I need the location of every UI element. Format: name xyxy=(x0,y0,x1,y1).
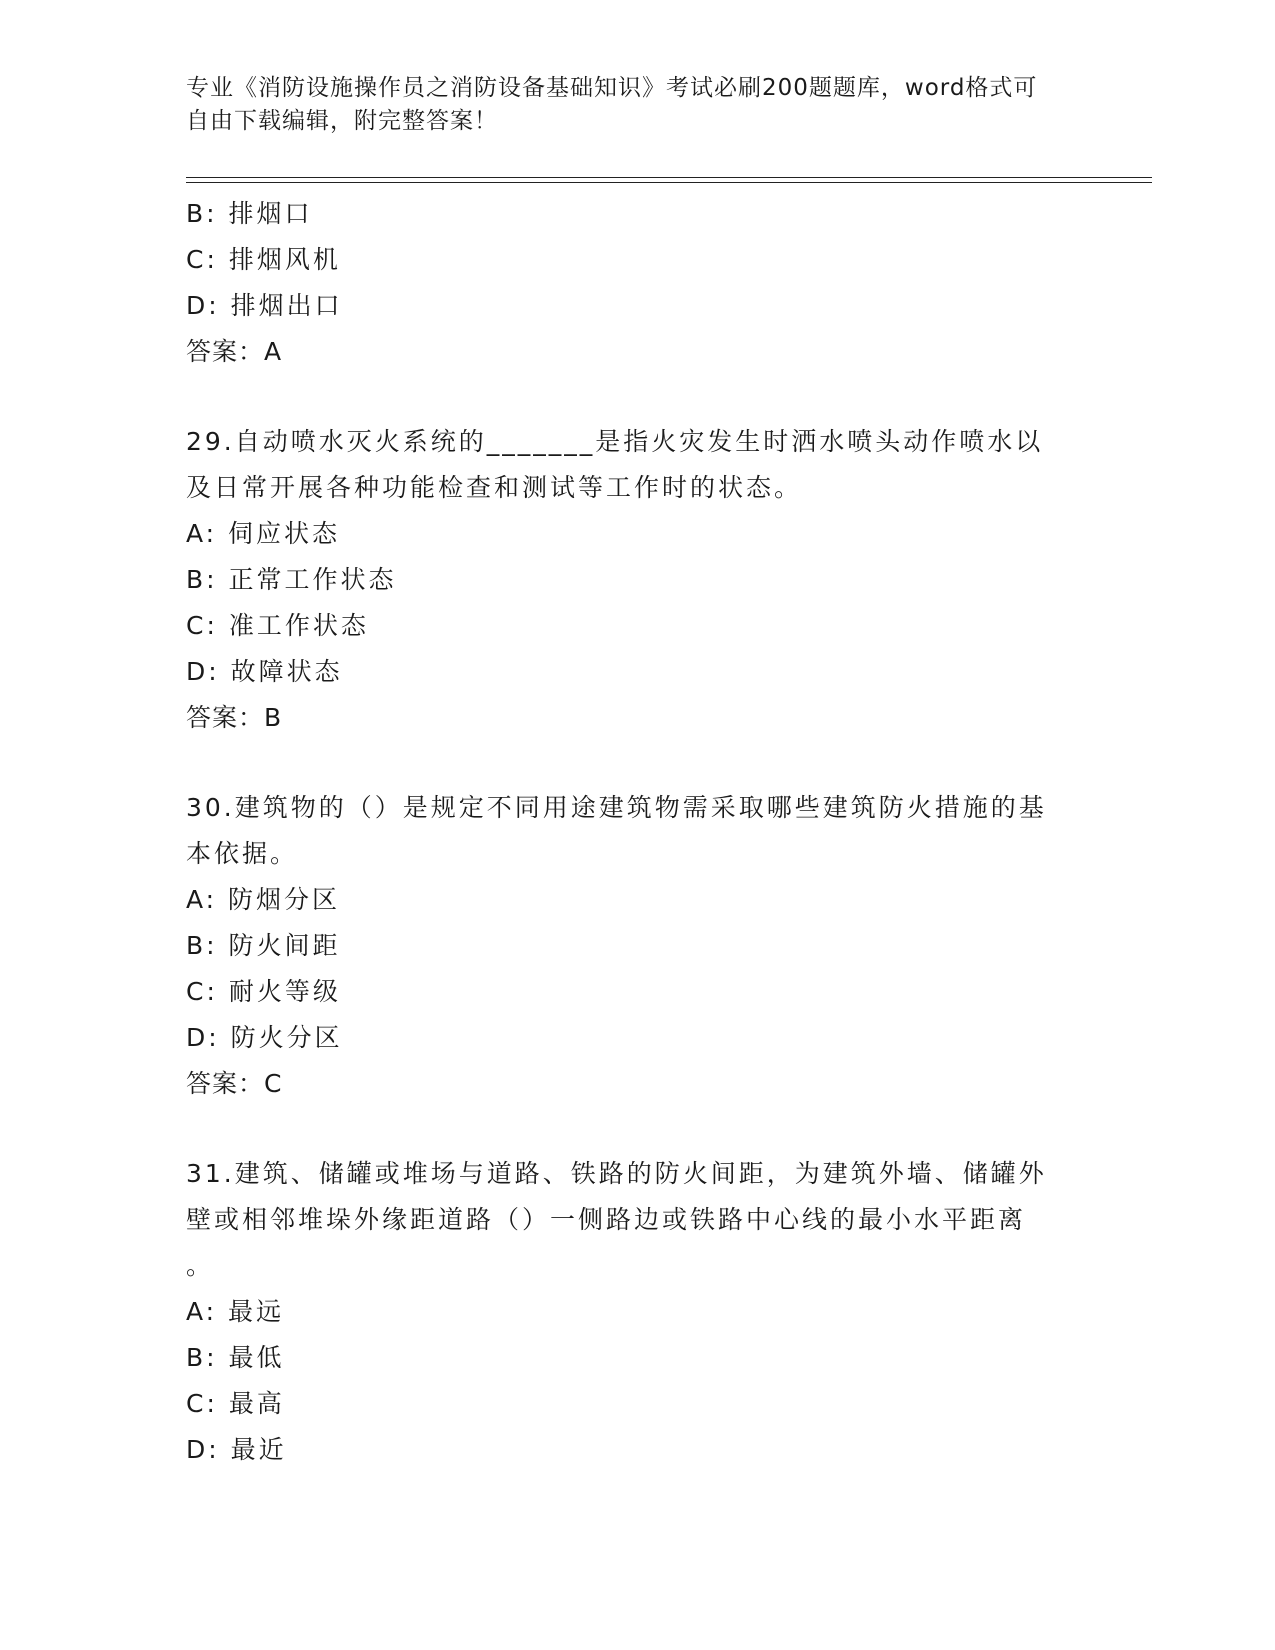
question-text: 29.自动喷水灭火系统的_______是指火灾发生时洒水喷头动作喷水以 xyxy=(186,427,1044,456)
option-b: B: 防火间距 xyxy=(186,931,341,960)
option-a: A: 防烟分区 xyxy=(186,885,341,914)
question-text: 30.建筑物的（）是规定不同用途建筑物需采取哪些建筑防火措施的基 xyxy=(186,793,1047,822)
document-header xyxy=(186,72,1066,138)
question-text: 及日常开展各种功能检查和测试等工作时的状态。 xyxy=(186,473,803,502)
option-c: C: 准工作状态 xyxy=(186,611,369,640)
option-a: A: 伺应状态 xyxy=(186,519,341,548)
answer: 答案：A xyxy=(186,337,283,366)
question-28-continued xyxy=(186,191,1086,375)
option-c: C: 耐火等级 xyxy=(186,977,341,1006)
header-rule-top xyxy=(186,177,1152,178)
answer: 答案：B xyxy=(186,703,283,732)
option-d: D: 最近 xyxy=(186,1435,287,1464)
header-line-1: 专业《消防设施操作员之消防设备基础知识》考试必刷200题题库，word格式可 xyxy=(186,75,1038,101)
option-b: B: 正常工作状态 xyxy=(186,565,397,594)
question-30 xyxy=(186,785,1086,1107)
option-b: B: 排烟口 xyxy=(186,199,313,228)
option-a: A: 最远 xyxy=(186,1297,285,1326)
question-31 xyxy=(186,1151,1086,1473)
question-content xyxy=(186,191,1086,1473)
header-line-2: 自由下载编辑，附完整答案！ xyxy=(186,108,498,134)
option-c: C: 排烟风机 xyxy=(186,245,341,274)
option-d: D: 排烟出口 xyxy=(186,291,343,320)
question-29 xyxy=(186,419,1086,741)
question-text: 。 xyxy=(186,1251,215,1280)
option-d: D: 故障状态 xyxy=(186,657,343,686)
option-d: D: 防火分区 xyxy=(186,1023,343,1052)
option-b: B: 最低 xyxy=(186,1343,285,1372)
header-rule-bottom xyxy=(186,182,1152,183)
question-text: 壁或相邻堆垛外缘距道路（）一侧路边或铁路中心线的最小水平距离 xyxy=(186,1205,1027,1234)
question-text: 31.建筑、储罐或堆场与道路、铁路的防火间距，为建筑外墙、储罐外 xyxy=(186,1159,1047,1188)
question-text: 本依据。 xyxy=(186,839,299,868)
option-c: C: 最高 xyxy=(186,1389,285,1418)
answer: 答案：C xyxy=(186,1069,283,1098)
